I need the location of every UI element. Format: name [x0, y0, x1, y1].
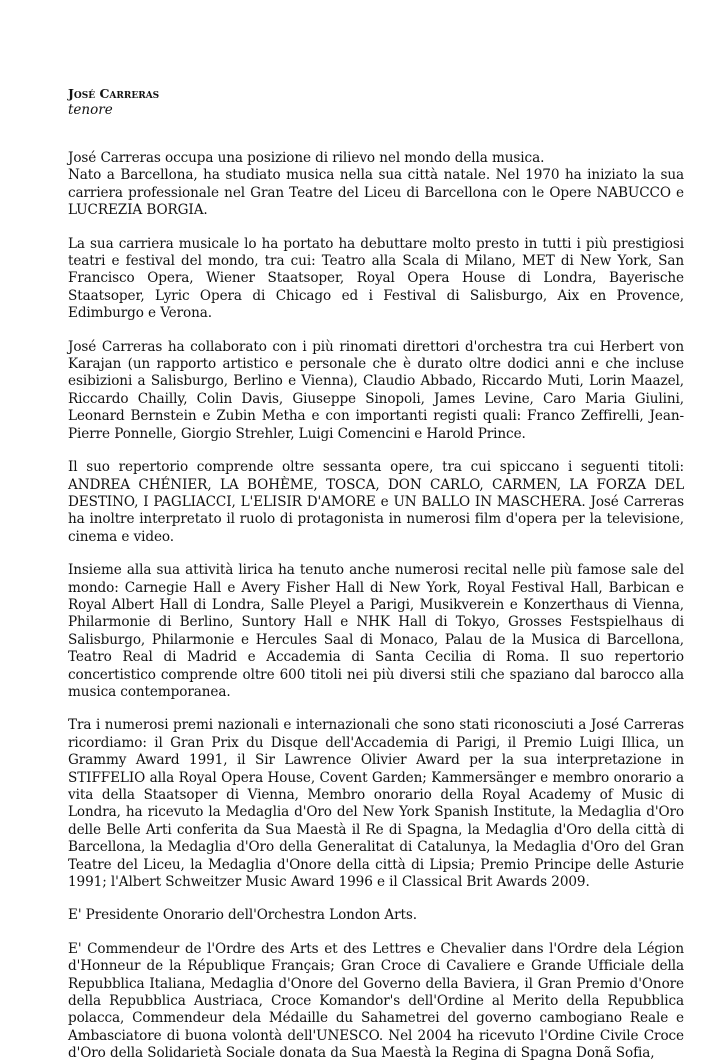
paragraph-conductors: José Carreras ha collaborato con i più rinomati direttori d'orchestra tra cui Herbert von Karajan (un rapporto artistico e personale che è durato oltre dodici anni e che incluse esibizioni a Salisburgo, Berlino e Vienna), Claudio Abbado, Riccardo Muti, Lorin Maazel, Riccardo Chailly, Colin Davis, Giuseppe Sinopoli, James Levine, Caro Maria Giulini, Leonard Bernstein e Zubin Metha e con importanti registi quali: Franco Zeffirelli, Jean-Pierre Ponnelle, Giorgio Strehler, Luigi Comencini e Harold Prince. [68, 338, 684, 442]
document-page [68, 86, 684, 1063]
paragraph-theatres: La sua carriera musicale lo ha portato ha debuttare molto presto in tutti i più prestigiosi teatri e festival del mondo, tra cui: Teatro alla Scala di Milano, MET di New York, San Francisco Opera, Wiener Staatsoper, Royal Opera House di Londra, Bayerische Staatsoper, Lyric Opera di Chicago ed i Festival di Salisburgo, Aix en Provence, Edimburgo e Verona. [68, 235, 684, 322]
paragraph-early-career: Nato a Barcellona, ha studiato musica nella sua città natale. Nel 1970 ha iniziato la sua carriera professionale nel Gran Teatre del Liceu di Barcellona con le Opere NABUCCO e LUCREZIA BORGIA. [68, 167, 684, 219]
paragraph-repertoire: Il suo repertorio comprende oltre sessanta opere, tra cui spiccano i seguenti titoli: ANDREA CHÉNIER, LA BOHÈME, TOSCA, DON CARLO, CARMEN, LA FORZA DEL DESTINO, I PAGLIACCI, L'ELISIR D'AMORE e UN BALLO IN MASCHERA. José Carreras ha inoltre interpretato il ruolo di protagonista in numerosi film d'opera per la televisione, cinema e video. [68, 459, 684, 545]
paragraph-recitals: Insieme alla sua attività lirica ha tenuto anche numerosi recital nelle più famose sale del mondo: Carnegie Hall e Avery Fisher Hall di New York, Royal Festival Hall, Barbican e Royal Albert Hall di Londra, Salle Pleyel a Parigi, Musikverein e Konzerthaus di Vienna, Philarmonie di Berlino, Suntory Hall e NHK Hall di Tokyo, Grosses Festspielhaus di Salisburgo, Philarmonie e Hercules Saal di Monaco, Palau de la Musica di Barcellona, Teatro Real di Madrid e Accademia di Santa Cecilia di Roma. Il suo repertorio concertistico comprende oltre 600 titoli nei più diversi stili che spaziano dal barocco alla musica contemporanea. [68, 562, 684, 700]
paragraph-honours: E' Commendeur de l'Ordre des Arts et des Lettres e Chevalier dans l'Ordre dela Légion d'Honneur de la République Français; Gran Croce di Cavaliere e Grande Ufficiale della Repubblica Italiana, Medaglia d'Onore del Governo della Baviera, il Gran Premio d'Onore della Repubblica Austriaca, Croce Komandor's dell'Ordine al Merito della Repubblica polacca, Commendeur dela Médaille du Sahametrei del governo cambogiano Reale e Ambasciatore di buona volontà dell'UNESCO. Nel 2004 ha ricevuto l'Ordine Civile Croce d'Oro della Solidarietà Sociale donata da Sua Maestà la Regina di Spagna Donã Sofia, [68, 940, 684, 1062]
artist-name: José Carreras [68, 86, 160, 101]
paragraph-intro: José Carreras occupa una posizione di rilievo nel mondo della musica. [68, 150, 545, 166]
paragraph-awards: Tra i numerosi premi nazionali e internazionali che sono stati riconosciuti a José Carreras ricordiamo: il Gran Prix du Disque dell'Accademia di Parigi, il Premio Luigi Illica, un Grammy Award 1991, il Sir Lawrence Olivier Award per la sua interpretazione in STIFFELIO alla Royal Opera House, Covent Garden; Kammersänger e membro onorario a vita della Staatsoper di Vienna, Membro onorario della Royal Academy of Music di Londra, ha ricevuto la Medaglia d'Oro del New York Spanish Institute, la Medaglia d'Oro delle Belle Arti conferita da Sua Maestà il Re di Spagna, la Medaglia d'Oro della città di Barcellona, la Medaglia d'Oro della Generalitat di Catalunya, la Medaglia d'Oro del Gran Teatre del Liceu, la Medaglia d'Onore della città di Lipsia; Premio Principe delle Asturie 1991; l'Albert Schweitzer Music Award 1996 e il Classical Brit Awards 2009. [68, 717, 684, 891]
paragraph-presidency: E' Presidente Onorario dell'Orchestra London Arts. [68, 907, 417, 924]
artist-role: tenore [68, 102, 113, 118]
